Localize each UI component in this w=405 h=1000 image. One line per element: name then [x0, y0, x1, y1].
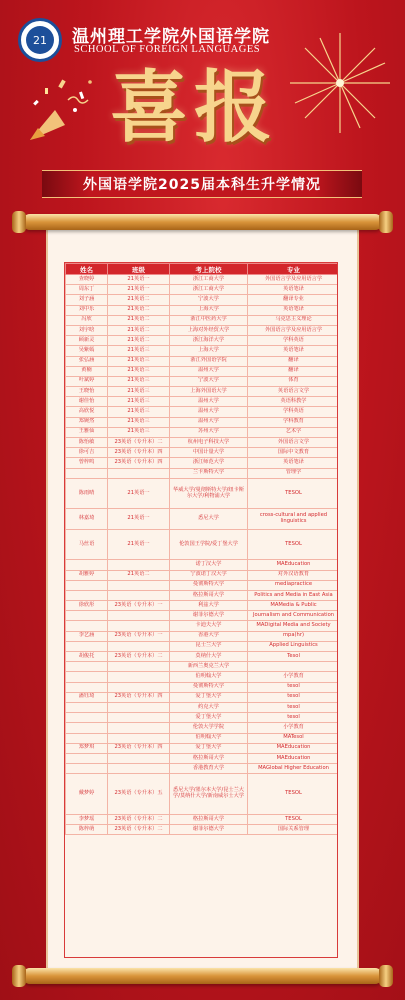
name-cell: 徐欣彤 — [66, 601, 108, 611]
class-cell: 21英语三 — [108, 356, 170, 366]
school-cell: 谢菲尔德大学 — [170, 611, 248, 621]
class-cell: 21英语一 — [108, 275, 170, 285]
table-row — [66, 336, 339, 346]
table-row — [66, 295, 339, 305]
table-row — [66, 753, 339, 763]
class-cell: 23英语（专升本）四 — [108, 743, 170, 753]
name-cell: 戴梦婷 — [66, 774, 108, 815]
school-cell: 宁波大学 — [170, 295, 248, 305]
school-cell: 中国计量大学 — [170, 448, 248, 458]
name-cell — [66, 682, 108, 692]
class-cell — [108, 662, 170, 672]
major-cell: TESOL — [248, 529, 339, 560]
name-cell — [66, 611, 108, 621]
major-cell: 外国语言学及应用语言学 — [248, 325, 339, 335]
name-cell: 张弘涵 — [66, 356, 108, 366]
school-cell: 爱丁堡大学 — [170, 692, 248, 702]
name-cell — [66, 723, 108, 733]
major-cell: tesol — [248, 702, 339, 712]
class-cell — [108, 560, 170, 570]
logo-emblem: 21 — [26, 26, 54, 54]
name-cell: 查晓婷 — [66, 275, 108, 285]
name-cell: 刘宇晗 — [66, 325, 108, 335]
table-row — [66, 356, 339, 366]
major-cell: TESOL — [248, 478, 339, 509]
name-cell — [66, 560, 108, 570]
name-cell — [66, 621, 108, 631]
school-cell: 约克大学 — [170, 702, 248, 712]
name-cell: 冯欣 — [66, 315, 108, 325]
class-cell: 21英语三 — [108, 427, 170, 437]
header-major: 专业 — [248, 264, 339, 275]
subtitle-ribbon — [42, 170, 362, 198]
table-row — [66, 825, 339, 835]
name-cell: 郑梦琪 — [66, 743, 108, 753]
school-cell: 伯明翰大学 — [170, 672, 248, 682]
school-cell: 爱丁堡大学 — [170, 743, 248, 753]
school-cell: 昆士兰大学 — [170, 641, 248, 651]
major-cell: MAEducation — [248, 753, 339, 763]
school-cell: 香港大学 — [170, 631, 248, 641]
table-row — [66, 702, 339, 712]
table-row — [66, 407, 339, 417]
name-cell: 马丝语 — [66, 529, 108, 560]
name-cell — [66, 753, 108, 763]
scroll-knob-top-left — [12, 211, 26, 233]
table-row — [66, 713, 339, 723]
name-cell — [66, 702, 108, 712]
table-row — [66, 478, 339, 509]
school-cell: 上海大学 — [170, 346, 248, 356]
table-row — [66, 509, 339, 529]
name-cell: 刘子涵 — [66, 295, 108, 305]
major-cell: 翻译专业 — [248, 295, 339, 305]
class-cell: 21英语一 — [108, 509, 170, 529]
major-cell: 英语笔译 — [248, 346, 339, 356]
name-cell: 胡俊托 — [66, 652, 108, 662]
school-cell: 温州大学 — [170, 366, 248, 376]
major-cell: MADigital Media and Society — [248, 621, 339, 631]
name-cell: 谢佳怡 — [66, 397, 108, 407]
table-row — [66, 641, 339, 651]
table-row — [66, 315, 339, 325]
class-cell — [108, 713, 170, 723]
table-row — [66, 570, 339, 580]
scroll-knob-bottom-left — [12, 965, 26, 987]
table-body — [66, 275, 339, 835]
scroll-rod-top — [22, 214, 383, 230]
name-cell — [66, 672, 108, 682]
scroll-knob-bottom-right — [379, 965, 393, 987]
name-cell: 曾梓鸣 — [66, 458, 108, 468]
school-cell: 伦敦大学学院 — [170, 723, 248, 733]
table-row — [66, 529, 339, 560]
table-row — [66, 672, 339, 682]
class-cell — [108, 764, 170, 774]
school-name-en: SCHOOL OF FOREIGN LANGUAGES — [74, 44, 261, 55]
major-cell: 马克思主义理论 — [248, 315, 339, 325]
class-cell — [108, 753, 170, 763]
major-cell: 学科英语 — [248, 407, 339, 417]
table-row — [66, 774, 339, 815]
major-cell: 体育 — [248, 376, 339, 386]
major-cell: 管理学 — [248, 468, 339, 478]
school-cell: 浙江工商大学 — [170, 285, 248, 295]
class-cell — [108, 672, 170, 682]
class-cell — [108, 641, 170, 651]
class-cell: 21英语一 — [108, 285, 170, 295]
table-row — [66, 662, 339, 672]
name-cell — [66, 468, 108, 478]
school-cell: 浙江工商大学 — [170, 275, 248, 285]
school-cell: 利兹大学 — [170, 601, 248, 611]
name-cell — [66, 713, 108, 723]
class-cell — [108, 590, 170, 600]
class-cell: 23英语（专升本）二 — [108, 815, 170, 825]
class-cell — [108, 468, 170, 478]
school-cell: 浙江师范大学 — [170, 458, 248, 468]
table-row — [66, 621, 339, 631]
school-cell: 曼彻斯特大学 — [170, 682, 248, 692]
scroll-rod-bottom — [22, 968, 383, 984]
class-cell: 21英语二 — [108, 315, 170, 325]
major-cell: 英语笔译 — [248, 458, 339, 468]
school-cell: 宁波诺丁汉大学 — [170, 570, 248, 580]
name-cell: 叶斌婷 — [66, 376, 108, 386]
major-cell: Tesol — [248, 652, 339, 662]
admission-table — [64, 262, 338, 958]
table-row — [66, 468, 339, 478]
class-cell: 21英语二 — [108, 305, 170, 315]
name-cell — [66, 764, 108, 774]
school-cell: 莫纳什大学 — [170, 652, 248, 662]
name-cell: 刘中乐 — [66, 305, 108, 315]
name-cell: 顾新灵 — [66, 336, 108, 346]
major-cell: 英语语言文学 — [248, 387, 339, 397]
name-cell: 周东丁 — [66, 285, 108, 295]
school-cell: 上海大学 — [170, 305, 248, 315]
major-cell: 外国语言文学 — [248, 438, 339, 448]
table-row — [66, 346, 339, 356]
school-cell: 宁波大学 — [170, 376, 248, 386]
school-cell: 谢菲尔德大学 — [170, 825, 248, 835]
class-cell: 23英语（专升本）二 — [108, 825, 170, 835]
major-cell: 国际关系管理 — [248, 825, 339, 835]
table-row — [66, 438, 339, 448]
name-cell: 陈雨晴 — [66, 478, 108, 509]
class-cell: 21英语二 — [108, 336, 170, 346]
table-row — [66, 397, 339, 407]
class-cell: 21英语三 — [108, 376, 170, 386]
school-cell: 温州大学 — [170, 407, 248, 417]
class-cell — [108, 580, 170, 590]
table-row — [66, 692, 339, 702]
table-row — [66, 580, 339, 590]
school-cell: 苏州大学 — [170, 427, 248, 437]
class-cell: 21英语二 — [108, 570, 170, 580]
major-cell: Applied Linguistics — [248, 641, 339, 651]
major-cell: MAEducation — [248, 560, 339, 570]
major-cell: 英语科教学 — [248, 397, 339, 407]
class-cell: 21英语三 — [108, 366, 170, 376]
table-row — [66, 275, 339, 285]
class-cell: 21英语三 — [108, 397, 170, 407]
school-cell: 上海外国语大学 — [170, 387, 248, 397]
name-cell: 李艺涵 — [66, 631, 108, 641]
school-cell: 格拉斯哥大学 — [170, 590, 248, 600]
class-cell: 23英语（专升本）四 — [108, 458, 170, 468]
table-row — [66, 448, 339, 458]
table-row — [66, 815, 339, 825]
name-cell: 王雅仙 — [66, 427, 108, 437]
header-school: 考上院校 — [170, 264, 248, 275]
class-cell — [108, 611, 170, 621]
school-cell: 兰卡斯特大学 — [170, 468, 248, 478]
scroll-knob-top-right — [379, 211, 393, 233]
school-cell: 华威大学/曼彻斯特大学/纽卡斯尔大学/利物浦大学 — [170, 478, 248, 509]
table-row — [66, 458, 339, 468]
class-cell — [108, 682, 170, 692]
header-class: 班级 — [108, 264, 170, 275]
major-cell: 英语笔译 — [248, 285, 339, 295]
name-cell — [66, 733, 108, 743]
major-cell: 学科英语 — [248, 336, 339, 346]
table-row — [66, 611, 339, 621]
school-cell: 浙江中医药大学 — [170, 315, 248, 325]
major-cell: MAEducation — [248, 743, 339, 753]
school-name-cn: 温州理工学院外国语学院 — [72, 27, 270, 47]
major-cell: tesol — [248, 682, 339, 692]
class-cell: 23英语（专升本）四 — [108, 692, 170, 702]
major-cell: mpa(hr) — [248, 631, 339, 641]
table-row — [66, 733, 339, 743]
class-cell — [108, 733, 170, 743]
header-name: 姓名 — [66, 264, 108, 275]
name-cell — [66, 590, 108, 600]
school-cell: 浙江海洋大学 — [170, 336, 248, 346]
table-row — [66, 682, 339, 692]
major-cell — [248, 662, 339, 672]
school-cell: 伦敦国王学院/爱丁堡大学 — [170, 529, 248, 560]
name-cell: 郑婉然 — [66, 417, 108, 427]
major-cell: 翻译 — [248, 356, 339, 366]
major-cell: 英语笔译 — [248, 305, 339, 315]
school-cell: 格拉斯哥大学 — [170, 815, 248, 825]
school-cell: 诺丁汉大学 — [170, 560, 248, 570]
class-cell: 23英语（专升本）一 — [108, 631, 170, 641]
school-cell: 伯明翰大学 — [170, 733, 248, 743]
name-cell: 陈怡敏 — [66, 438, 108, 448]
class-cell: 23英语（专升本）五 — [108, 774, 170, 815]
header — [0, 0, 405, 200]
major-cell: MATesol — [248, 733, 339, 743]
table-row — [66, 723, 339, 733]
class-cell — [108, 723, 170, 733]
class-cell — [108, 702, 170, 712]
class-cell: 23英语（专升本）四 — [108, 448, 170, 458]
name-cell: 陈梓萌 — [66, 825, 108, 835]
major-cell: tesol — [248, 713, 339, 723]
school-cell: 曼彻斯特大学 — [170, 580, 248, 590]
class-cell: 23英语（专升本）二 — [108, 652, 170, 662]
name-cell: 徐可吉 — [66, 448, 108, 458]
table-row — [66, 427, 339, 437]
major-cell: TESOL — [248, 774, 339, 815]
name-cell: 高欣悦 — [66, 407, 108, 417]
class-cell: 21英语一 — [108, 529, 170, 560]
class-cell: 21英语一 — [108, 478, 170, 509]
major-cell: Politics and Media in East Asia — [248, 590, 339, 600]
major-cell: tesol — [248, 692, 339, 702]
major-cell: Journalism and Communication — [248, 611, 339, 621]
table-row — [66, 743, 339, 753]
table-row — [66, 285, 339, 295]
major-cell: TESOL — [248, 815, 339, 825]
major-cell: 对外汉语教育 — [248, 570, 339, 580]
school-cell: 悉尼大学 — [170, 509, 248, 529]
major-cell: 外国语言学及应用语言学 — [248, 275, 339, 285]
class-cell — [108, 621, 170, 631]
table-row — [66, 560, 339, 570]
table-row — [66, 366, 339, 376]
name-cell: 吴紫嫣 — [66, 346, 108, 356]
school-cell: 爱丁堡大学 — [170, 713, 248, 723]
major-cell: MAGlobal Higher Education — [248, 764, 339, 774]
school-cell: 格拉斯哥大学 — [170, 753, 248, 763]
table-row — [66, 305, 339, 315]
class-cell: 21英语二 — [108, 325, 170, 335]
class-cell: 21英语三 — [108, 387, 170, 397]
school-cell: 杭州电子科技大学 — [170, 438, 248, 448]
confetti-icon — [20, 70, 110, 150]
name-cell: 潘钰琦 — [66, 692, 108, 702]
major-cell: 艺术学 — [248, 427, 339, 437]
table-row — [66, 764, 339, 774]
school-cell: 悉尼大学/墨尔本大学/昆士兰大学/莫纳什大学/新南威尔士大学 — [170, 774, 248, 815]
table-row — [66, 631, 339, 641]
name-cell: 李梦瑶 — [66, 815, 108, 825]
class-cell: 21英语三 — [108, 407, 170, 417]
school-logo — [18, 18, 62, 62]
name-cell — [66, 580, 108, 590]
table-row — [66, 590, 339, 600]
school-cell: 浙江外国语学院 — [170, 356, 248, 366]
table-header-row — [66, 264, 339, 275]
name-cell: 林嘉琦 — [66, 509, 108, 529]
class-cell: 23英语（专升本）二 — [108, 438, 170, 448]
table-row — [66, 325, 339, 335]
school-cell: 香港教育大学 — [170, 764, 248, 774]
major-cell: 小学教育 — [248, 672, 339, 682]
table-row — [66, 652, 339, 662]
class-cell: 21英语二 — [108, 295, 170, 305]
school-cell: 温州大学 — [170, 417, 248, 427]
class-cell: 21英语三 — [108, 417, 170, 427]
table-row — [66, 387, 339, 397]
table-row — [66, 417, 339, 427]
school-cell: 卡迪夫大学 — [170, 621, 248, 631]
headline-title: 喜报 — [110, 62, 279, 153]
major-cell: 小学教育 — [248, 723, 339, 733]
major-cell: 翻译 — [248, 366, 339, 376]
school-cell: 新西兰奥克兰大学 — [170, 662, 248, 672]
school-cell: 上海对外经贸大学 — [170, 325, 248, 335]
school-cell: 温州大学 — [170, 397, 248, 407]
name-cell — [66, 641, 108, 651]
major-cell: 国际中文教育 — [248, 448, 339, 458]
major-cell: cross-cultural and applied linguistics — [248, 509, 339, 529]
table-row — [66, 601, 339, 611]
name-cell: 王晓怡 — [66, 387, 108, 397]
name-cell — [66, 662, 108, 672]
name-cell: 黄楠 — [66, 366, 108, 376]
table-row — [66, 376, 339, 386]
name-cell: 胡雅婷 — [66, 570, 108, 580]
major-cell: MAMedia & Public — [248, 601, 339, 611]
subtitle-text: 外国语学院2025届本科生升学情况 — [83, 177, 321, 193]
class-cell: 21英语三 — [108, 346, 170, 356]
class-cell: 23英语（专升本）一 — [108, 601, 170, 611]
major-cell: 学科教育 — [248, 417, 339, 427]
major-cell: mediapractice — [248, 580, 339, 590]
